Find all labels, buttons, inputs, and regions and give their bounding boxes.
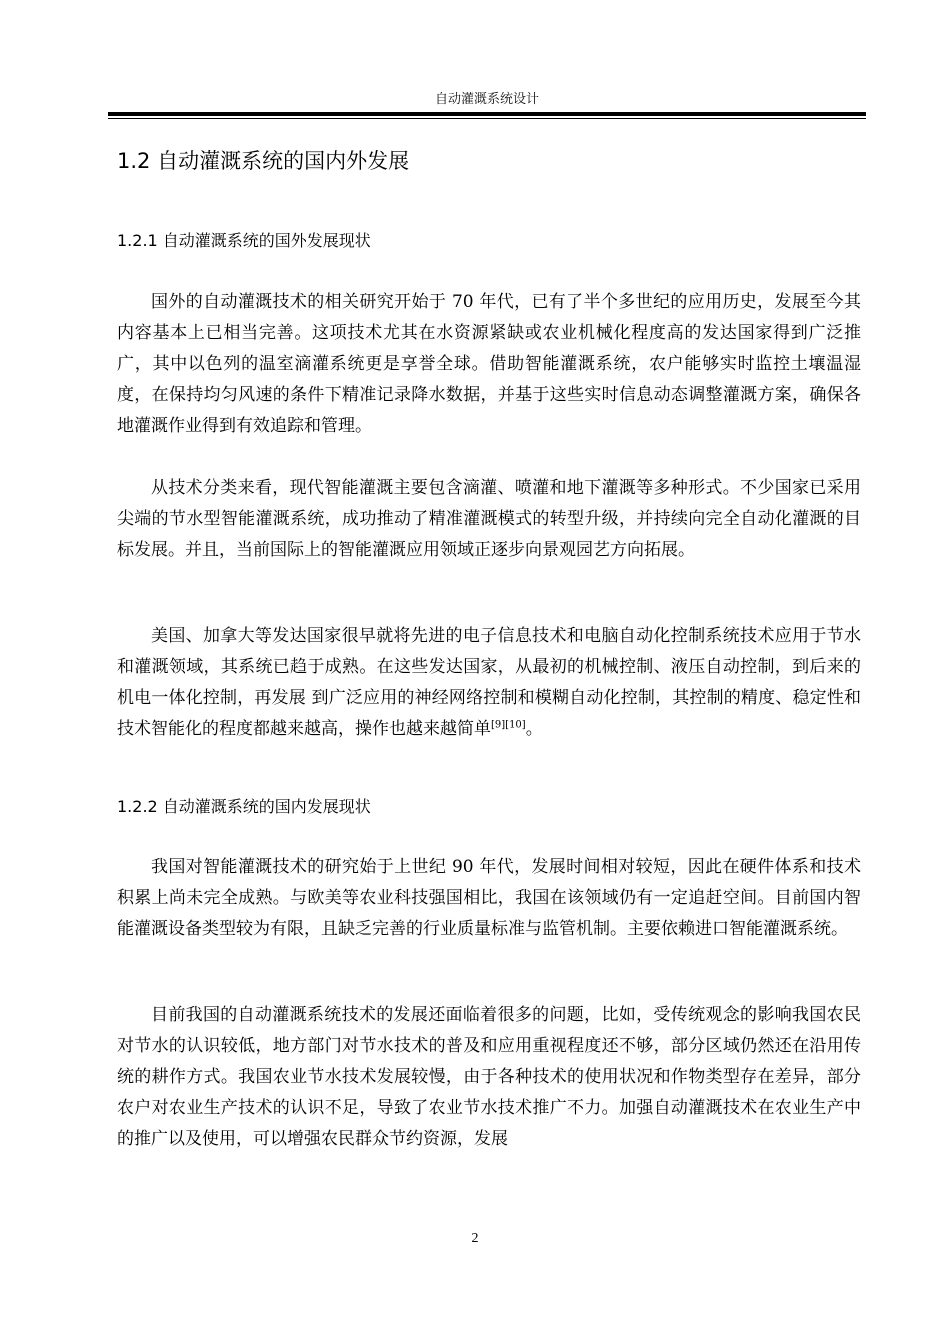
section-title: 1.2 自动灌溉系统的国内外发展 <box>117 149 410 173</box>
subsection-title-foreign: 1.2.1 自动灌溉系统的国外发展现状 <box>117 231 371 250</box>
paragraph-foreign-types: 从技术分类来看，现代智能灌溉主要包含滴灌、喷灌和地下灌溉等多种形式。不少国家已采用尖端的节水型智能灌溉系统，成功推动了精准灌溉模式的转型升级，并持续向完全自动化灌溉的目标发展。并且，当前国际上的智能灌溉应用领域正逐步向景观园艺方向拓展。 <box>117 478 861 560</box>
running-header: 自动灌溉系统设计 <box>434 92 539 107</box>
subsection-title-domestic: 1.2.2 自动灌溉系统的国内发展现状 <box>117 797 371 816</box>
paragraph-end-punctuation: 。 <box>525 719 543 739</box>
paragraph-foreign-developed-countries-text: 美国、加拿大等发达国家很早就将先进的电子信息技术和电脑自动化控制系统技术应用于节水和灌溉领域，其系统已趋于成熟。在这些发达国家，从最初的机械控制、液压自动控制，到后来的机电一体化控制，再发展 到广泛应用的神经网络控制和模糊自动化控制，其控制的精度、稳定性和技术智能化的程度都越来越高，操作也越来越简单 <box>117 626 861 739</box>
citation-9-10: [9][10] <box>491 719 526 731</box>
page-number: 2 <box>471 1231 479 1246</box>
header-rule-thin <box>108 118 866 119</box>
paragraph-foreign-history: 国外的自动灌溉技术的相关研究开始于 70 年代，已有了半个多世纪的应用历史，发展至今其内容基本上已相当完善。这项技术尤其在水资源紧缺或农业机械化程度高的发达国家得到广泛推广，其中以色列的温室滴灌系统更是享誉全球。借助智能灌溉系统，农户能够实时监控土壤温湿度，在保持均匀风速的条件下精准记录降水数据，并基于这些实时信息动态调整灌溉方案，确保各地灌溉作业得到有效追踪和管理。 <box>117 292 861 436</box>
paragraph-domestic-status: 我国对智能灌溉技术的研究始于上世纪 90 年代，发展时间相对较短，因此在硬件体系和技术积累上尚未完全成熟。与欧美等农业科技强国相比，我国在该领域仍有一定追赶空间。目前国内智能灌溉设备类型较为有限，且缺乏完善的行业质量标准与监管机制。主要依赖进口智能灌溉系统。 <box>117 857 861 939</box>
header-rule-thick <box>108 112 866 116</box>
paragraph-domestic-problems: 目前我国的自动灌溉系统技术的发展还面临着很多的问题，比如，受传统观念的影响我国农民对节水的认识较低，地方部门对节水技术的普及和应用重视程度还不够，部分区域仍然还在沿用传统的耕作方式。我国农业节水技术发展较慢，由于各种技术的使用状况和作物类型存在差异，部分农户对农业生产技术的认识不足，导致了农业节水技术推广不力。加强自动灌溉技术在农业生产中的推广以及使用，可以增强农民群众节约资源，发展 <box>117 1005 861 1149</box>
paragraph-foreign-developed-countries <box>117 621 861 745</box>
